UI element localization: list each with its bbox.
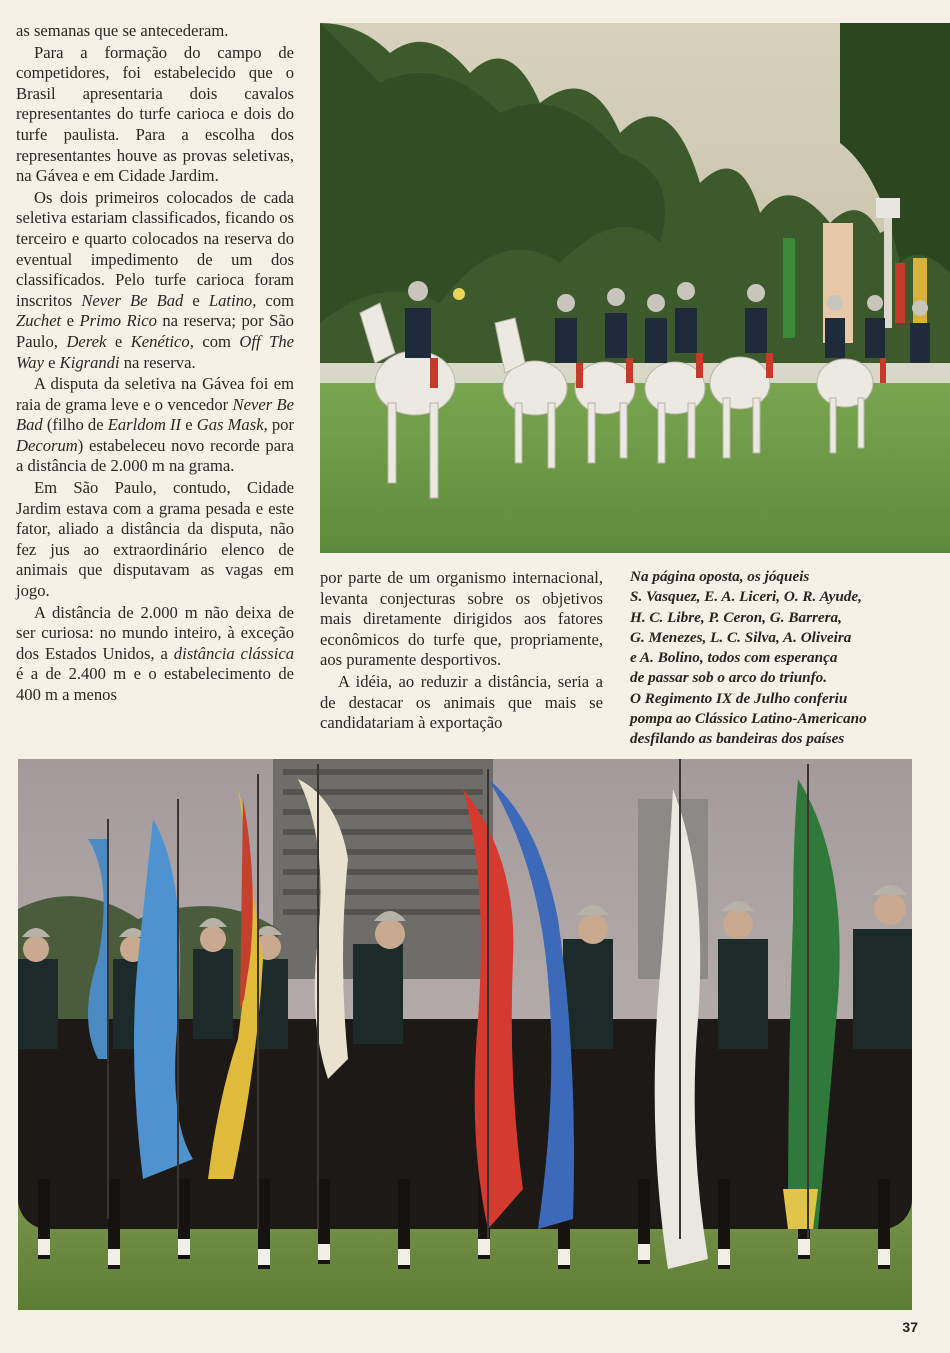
text-run: ) estabeleceu novo recorde para a distância de 2.000 m na grama. (16, 435, 294, 476)
text-run: é a de 2.400 m e o estabelecimento de 400 m a menos (16, 664, 294, 704)
text-run: e (106, 331, 131, 351)
italic-name: Earldom II (107, 415, 182, 435)
caption-line: e A. Bolino, todos com esperança (630, 649, 838, 667)
caption-line: S. Vasquez, E. A. Liceri, O. R. Ayude, (630, 588, 862, 606)
text-run: , com (189, 331, 240, 351)
caption-line: desfilando as bandeiras dos países (630, 730, 845, 748)
text-run: e (181, 415, 197, 435)
caption-line: O Regimento IX de Julho conferiu (630, 689, 848, 707)
text-run: na reserva. (119, 352, 196, 372)
text-run: , com (252, 290, 294, 310)
italic-name: Kigrandi (59, 352, 120, 372)
italic-name: Latino (208, 290, 253, 310)
page-number: 37 (902, 1319, 918, 1335)
paragraph (16, 374, 294, 477)
text-run: A distância de 2.000 m não deixa de ser curiosa: no mundo inteiro, à exceção dos Estados Unidos, a (16, 602, 294, 663)
italic-name: Never Be Bad (16, 394, 294, 435)
cavalry-parade-photo (320, 23, 950, 553)
caption-line: pompa ao Clássico Latino-Americano (630, 710, 867, 728)
caption-line: H. C. Libre, P. Ceron, G. Barrera, (630, 608, 842, 626)
caption-line: G. Menezes, L. C. Silva, A. Oliveira (630, 628, 852, 646)
left-text-column (16, 21, 294, 707)
text-run: na reserva; por São Paulo, (16, 311, 294, 351)
photo-caption (630, 567, 950, 750)
italic-name: Gas Mask (196, 415, 264, 435)
italic-name: Off The Way (16, 331, 294, 372)
caption-line: de passar sob o arco do triunfo. (630, 669, 828, 687)
italic-name: Zuchet (16, 311, 62, 331)
paragraph (16, 603, 294, 706)
italic-name: Never Be Bad (81, 290, 184, 310)
middle-text-column (320, 568, 603, 735)
paragraph: Em São Paulo, contudo, Cidade Jardim estava com a grama pesada e este fator, aliado a distância da disputa, não fez jus ao extraordinário elenco de animais que disputavam as vagas em jogo. (16, 478, 294, 601)
text-run: e (183, 290, 209, 310)
paragraph: A idéia, ao reduzir a distância, seria a de destacar os animais que mais se candidatariam à exportação (320, 671, 603, 733)
paragraph: por parte de um organismo internacional, levanta conjecturas sobre os objetivos mais diretamente dirigidos aos fatores econômicos do turfe que, propriamente, aos puramente desportivos. (320, 568, 603, 670)
paragraph: Para a formação do campo de competidores, foi estabelecido que o Brasil apresentaria dois cavalos representantes do turfe carioca e dois do turfe paulista. Para a escolha dos representantes houve as provas seletivas, na Gávea e em Cidade Jardim. (16, 42, 294, 186)
text-run: e (61, 311, 80, 331)
italic-name: Kenético (130, 331, 190, 351)
caption-line: Na página oposta, os jóqueis (630, 568, 810, 585)
text-run: , por (263, 415, 294, 435)
text-run: Os dois primeiros colocados de cada seletiva estariam classificados, ficando os terceiro e quarto colocados na reserva do eventual impedimento de um dos classificados. Pelo turfe carioca foram inscritos (16, 187, 294, 310)
italic-name: Primo Rico (79, 311, 157, 331)
text-run: (filho de (42, 415, 108, 435)
italic-name: distância clássica (173, 643, 294, 663)
text-run: e (43, 352, 60, 372)
paragraph (16, 188, 294, 373)
flag-bearers-photo (18, 759, 912, 1310)
text-run: A disputa da seletiva na Gávea foi em raia de grama leve e o vencedor (16, 374, 294, 414)
italic-name: Decorum (16, 435, 78, 455)
paragraph: as semanas que se antecederam. (16, 21, 229, 40)
italic-name: Derek (66, 331, 107, 351)
